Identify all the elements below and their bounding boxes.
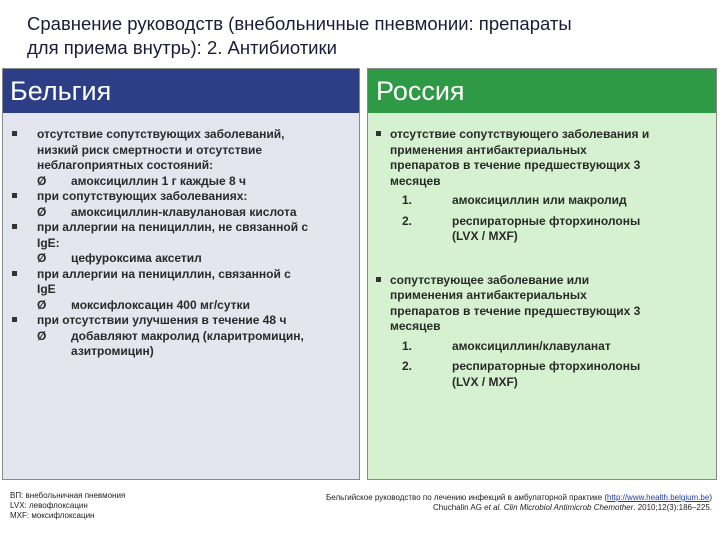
title-line-2: для приема внутрь): 2. Антибиотики (27, 37, 337, 58)
belgium-sub-item-1: Ø амоксициллин 1 г каждые 8 ч (37, 173, 246, 188)
russia-bullet-1: отсутствие сопутствующего заболевания и применения антибактериальных препаратов в течение предшествующих 3 месяцев 1. амоксициллин или макролид 2. респираторные фторхинолоны (LVX / MXF) (368, 127, 716, 245)
square-bullet-icon (376, 131, 381, 136)
belgium-sub-item-2: Ø амоксициллин-клавулановая кислота (37, 204, 297, 219)
russia-list-2-item-1: 1. амоксициллин/клавуланат (402, 338, 611, 353)
belgium-panel (2, 68, 360, 480)
reference-2: Chuchalin AG et al. Clin Microbiol Antimicrob Chemother. 2010;12(3):186–225. (433, 503, 712, 512)
health-belgium-link[interactable]: http://www.health.belgium.be (607, 493, 710, 502)
russia-panel (367, 68, 717, 480)
belgium-sub-item-5: Ø добавляют макролид (кларитромицин, азитромицин) (37, 328, 304, 358)
arrow-bullet-icon: Ø (37, 204, 47, 219)
russia-heading: Россия (368, 69, 716, 113)
russia-list-2-item-2: 2. респираторные фторхинолоны (LVX / MXF) (402, 359, 641, 389)
reference-1: Бельгийское руководство по лечению инфекций в амбулаторной практике (http://www.health.belgium.be) (326, 493, 712, 502)
belgium-bullet-2: при сопутствующих заболеваниях: Ø амоксициллин-клавулановая кислота (3, 189, 359, 220)
belgium-bullet-4: при аллергии на пенициллин, связанной с IgE Ø моксифлоксацин 400 мг/сутки (3, 267, 359, 314)
square-bullet-icon (12, 271, 17, 276)
russia-bullet-list (368, 127, 716, 395)
russia-numbered-list-2 (390, 339, 710, 391)
square-bullet-icon (12, 131, 17, 136)
belgium-bullet-3: при аллергии на пенициллин, не связанной с IgE: Ø цефуроксима аксетил (3, 220, 359, 267)
russia-numbered-list-1 (390, 193, 710, 245)
russia-list-1-item-1: 1. амоксициллин или макролид (402, 193, 627, 207)
belgium-bullet-1: отсутствие сопутствующих заболеваний, низкий риск смертности и отсутствие неблагоприятных состояний: Ø амоксициллин 1 г каждые 8 ч (3, 127, 359, 189)
references-footnote (252, 493, 712, 513)
arrow-bullet-icon: Ø (37, 328, 47, 343)
abbreviations-footnote: ВП: внебольничная пневмония LVX: левофлоксацин MXF: моксифлоксацин (10, 491, 126, 520)
arrow-bullet-icon: Ø (37, 173, 47, 188)
russia-bullet-2: сопутствующее заболевание или применения антибактериальных препаратов в течение предшествующих 3 месяцев 1. амоксициллин/клавуланат 2. респираторные фторхинолоны (LVX / MXF) (368, 273, 716, 391)
square-bullet-icon (12, 193, 17, 198)
belgium-heading: Бельгия (3, 69, 359, 113)
belgium-bullet-list (3, 127, 359, 360)
arrow-bullet-icon: Ø (37, 251, 47, 265)
slide-title (27, 12, 707, 60)
square-bullet-icon (12, 224, 17, 229)
belgium-bullet-5: при отсутствии улучшения в течение 48 ч Ø добавляют макролид (кларитромицин, азитромицин) (3, 313, 359, 360)
square-bullet-icon (12, 317, 17, 322)
russia-list-1-item-2: 2. респираторные фторхинолоны (LVX / MXF) (402, 213, 641, 243)
arrow-bullet-icon: Ø (37, 297, 47, 312)
belgium-sub-item-4: Ø моксифлоксацин 400 мг/сутки (37, 297, 250, 312)
title-line-1: Сравнение руководств (внебольничные пневмонии: препараты (27, 13, 572, 34)
square-bullet-icon (376, 277, 381, 282)
belgium-sub-item-3: Ø цефуроксима аксетил (37, 251, 202, 265)
